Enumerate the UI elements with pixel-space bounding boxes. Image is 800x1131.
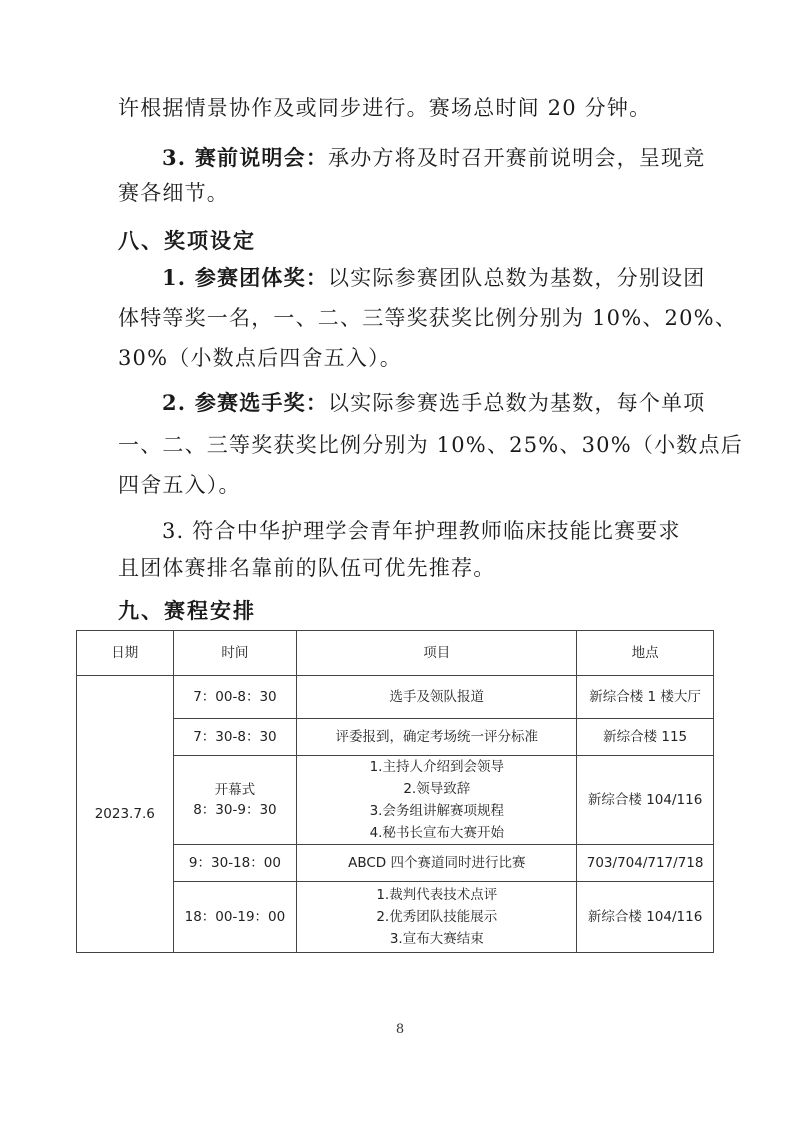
header-time: 时间: [173, 631, 297, 676]
paragraph-line: 2. 参赛选手奖：以实际参赛选手总数为基数，每个单项: [162, 390, 706, 415]
item-cell: 评委报到，确定考场统一评分标准: [297, 719, 577, 756]
table-row: [77, 845, 714, 882]
item-line: 4.秘书长宣布大赛开始: [369, 825, 504, 841]
paragraph-line: 赛各细节。: [118, 181, 229, 205]
item-line: 2.优秀团队技能展示: [376, 909, 498, 925]
time-cell: 18：00-19：00: [173, 882, 297, 953]
place-cell: 新综合楼 104/116: [577, 882, 714, 953]
item-line: 3.会务组讲解赛项规程: [369, 803, 504, 819]
item-line: 1.主持人介绍到会领导: [369, 759, 504, 775]
paragraph-line: 1. 参赛团体奖：以实际参赛团队总数为基数，分别设团: [162, 265, 706, 290]
header-place: 地点: [577, 631, 714, 676]
paragraph-line: 四舍五入）。: [118, 473, 241, 497]
page-number: 8: [395, 1022, 405, 1037]
item-line: 1.裁判代表技术点评: [376, 887, 498, 903]
place-cell: 新综合楼 1 楼大厅: [577, 676, 714, 719]
item-label: 1. 参赛团体奖：: [162, 265, 329, 290]
paragraph-line: 一、二、三等奖获奖比例分别为 10%、25%、30%（小数点后: [118, 433, 743, 457]
item-cell: [297, 882, 577, 953]
paragraph-line: 3. 符合中华护理学会青年护理教师临床技能比赛要求: [162, 519, 681, 543]
paragraph-line: 30%（小数点后四舍五入）。: [118, 346, 402, 370]
header-item: 项目: [297, 631, 577, 676]
item-cell: 选手及领队报道: [297, 676, 577, 719]
place-cell: 新综合楼 104/116: [577, 756, 714, 845]
table-row: [77, 882, 714, 953]
time-label: 开幕式: [214, 782, 256, 798]
paragraph-line: 3. 赛前说明会：承办方将及时召开赛前说明会，呈现竞: [162, 145, 706, 170]
section-heading: 九、赛程安排: [118, 599, 256, 623]
section-heading: 八、奖项设定: [118, 229, 256, 253]
time-cell: [173, 756, 297, 845]
table-row: [77, 756, 714, 845]
item-cell: [297, 756, 577, 845]
schedule-table: [76, 630, 714, 953]
paragraph-line: 许根据情景协作及或同步进行。赛场总时间 20 分钟。: [118, 96, 652, 120]
table-row: [77, 719, 714, 756]
paragraph-line: 体特等奖一名，一、二、三等奖获奖比例分别为 10%、20%、: [118, 306, 738, 330]
item-line: 2.领导致辞: [403, 781, 471, 797]
time-cell: 7：30-8：30: [173, 719, 297, 756]
place-cell: 新综合楼 115: [577, 719, 714, 756]
table-header-row: [77, 631, 714, 676]
time-cell: 7：00-8：30: [173, 676, 297, 719]
time-range: 8：30-9：30: [193, 802, 277, 818]
time-cell: 9：30-18：00: [173, 845, 297, 882]
header-date: 日期: [77, 631, 174, 676]
table-row: [77, 676, 714, 719]
place-cell: 703/704/717/718: [577, 845, 714, 882]
date-cell: 2023.7.6: [77, 676, 174, 953]
item-label: 3. 赛前说明会：: [162, 145, 329, 170]
paragraph-line: 且团体赛排名靠前的队伍可优先推荐。: [118, 556, 496, 580]
item-label: 2. 参赛选手奖：: [162, 390, 329, 415]
item-cell: ABCD 四个赛道同时进行比赛: [297, 845, 577, 882]
item-line: 3.宣布大赛结束: [389, 931, 484, 947]
